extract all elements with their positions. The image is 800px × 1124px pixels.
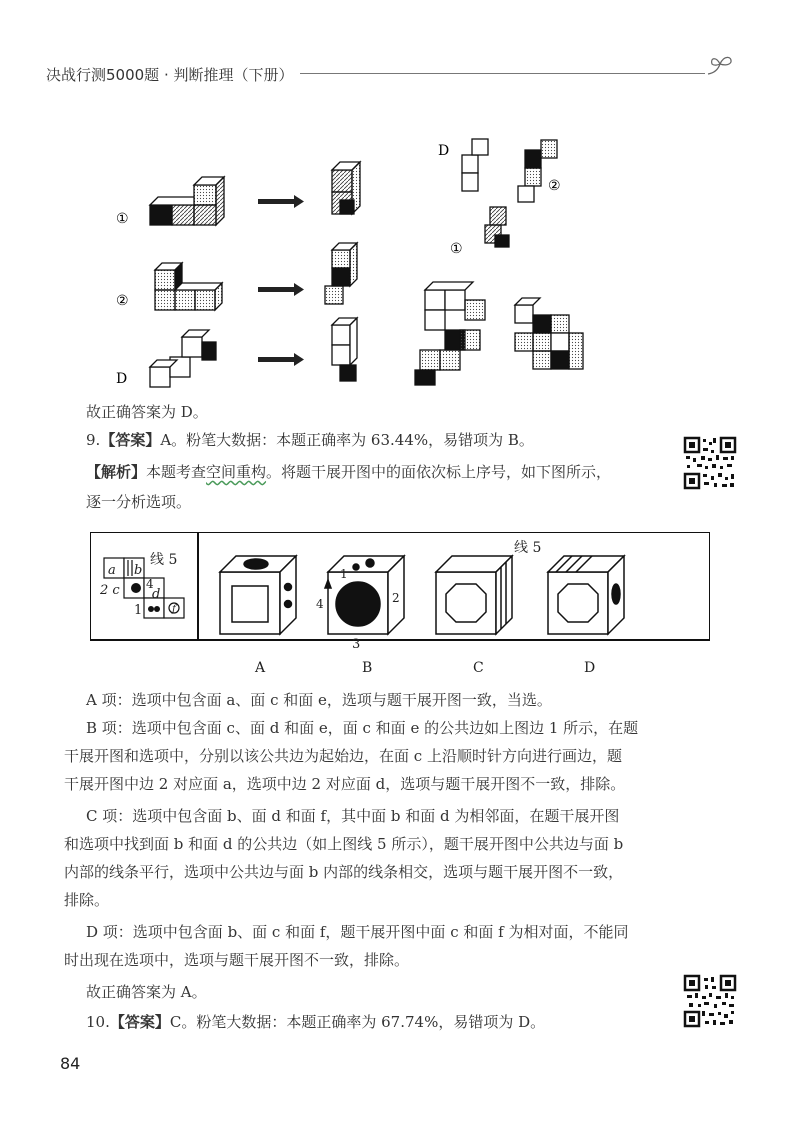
shape-d-cluster — [462, 139, 557, 247]
shape-row1-left — [150, 177, 224, 225]
cube-net-figure — [90, 532, 710, 682]
qr-code-icon[interactable] — [683, 436, 737, 490]
net-face-c-dot — [131, 583, 141, 593]
sprout-icon — [704, 52, 738, 82]
option-c-label-line5: 线 5 — [514, 540, 542, 556]
option-b-label-2: 2 — [392, 591, 400, 605]
option-letter-b: B — [362, 660, 373, 676]
page-number: 84 — [60, 1054, 81, 1073]
q9-number: 9. — [86, 431, 101, 449]
option-b-text-3: 干展开图中边 2 对应面 a，选项中边 2 对应面 d，选项与题干展开图不一致，排除。 — [64, 775, 626, 793]
arrow-row1 — [258, 195, 304, 208]
diagram-label-circle1: ① — [116, 211, 129, 227]
arrow-row2 — [258, 283, 304, 296]
option-letter-d: D — [584, 660, 596, 676]
diagram-label-circle2: ② — [116, 293, 129, 309]
net-label-f: f — [172, 604, 176, 615]
analysis-line-2: 逐一分析选项。 — [86, 493, 192, 511]
option-d-cube — [548, 556, 624, 634]
option-c-text-2: 和选项中找到面 b 和面 d 的公共边（如上图线 5 所示），题干展开图中公共边与面 b — [64, 835, 624, 853]
option-letter-a: A — [255, 660, 266, 676]
net-label-4: 4 — [146, 577, 154, 591]
shape-row3-right — [332, 318, 357, 381]
q10-answer-line — [86, 1008, 545, 1036]
option-a-text: A 项：选项中包含面 a、面 c 和面 e，选项与题干展开图一致，当选。 — [86, 691, 552, 709]
header-rule — [300, 73, 705, 74]
option-c-text-1: C 项：选项中包含面 b、面 d 和面 f，其中面 b 和面 d 为相邻面，在题干展开图 — [86, 807, 620, 825]
q10-answer-label: 【答案】 — [109, 1013, 170, 1031]
shape-big-cluster-right — [515, 298, 583, 369]
option-c-cube — [436, 556, 512, 634]
analysis-text-b: 。将题干展开图中的面依次标上序号，如下图所示， — [266, 463, 612, 481]
shape-row2-left — [155, 263, 222, 310]
net-label-c: 2 c — [100, 583, 120, 598]
diagram-label-circle1-right: ① — [450, 241, 463, 257]
q9-answer-line — [86, 426, 534, 454]
option-b-text-1: B 项：选项中包含面 c、面 d 和面 e，面 c 和面 e 的公共边如上图边 1 所示，在题 — [86, 719, 639, 737]
qr-code-icon-2[interactable] — [683, 974, 737, 1028]
option-b-text-2: 干展开图和选项中，分别以该公共边为起始边，在面 c 上沿顺时针方向进行画边，题 — [64, 747, 622, 765]
option-letter-c: C — [473, 660, 484, 676]
option-b-label-1: 1 — [340, 567, 348, 581]
q9-answer-text: A。粉笔大数据：本题正确率为 63.44%，易错项为 B。 — [160, 431, 534, 449]
option-b-label-4: 4 — [316, 597, 324, 611]
arrow-row3 — [258, 353, 304, 366]
net-label-b: b — [134, 563, 143, 578]
analysis-label: 【解析】 — [86, 463, 147, 481]
option-b-label-3: 3 — [352, 637, 361, 652]
analysis-line-1 — [86, 458, 611, 486]
shape-big-cluster-left — [415, 282, 485, 385]
shape-row2-right — [325, 243, 357, 304]
option-d-text-1: D 项：选项中包含面 b、面 c 和面 f，题干展开图中面 c 和面 f 为相对面，不能同 — [86, 923, 629, 941]
analysis-text-keyword: 空间重构 — [206, 463, 267, 481]
running-header-title: 决战行测5000题 · 判断推理（下册） — [46, 66, 294, 84]
net-label-a: a — [108, 563, 116, 578]
conclusion-line-1: 故正确答案为 D。 — [86, 403, 208, 421]
diagram-label-d-right: D — [438, 143, 450, 159]
net-label-line5: 线 5 — [150, 552, 178, 568]
option-c-text-3: 内部的线条平行，选项中公共边与面 b 内部的线条相交，选项与题干展开图不一致， — [64, 863, 624, 881]
q10-answer-text: C。粉笔大数据：本题正确率为 67.74%，易错项为 D。 — [169, 1013, 546, 1031]
option-c-text-4: 排除。 — [64, 891, 110, 909]
diagram-label-d: D — [116, 371, 128, 387]
net-label-d: d — [152, 587, 161, 602]
option-d-text-2: 时出现在选项中，选项与题干展开图不一致，排除。 — [64, 951, 410, 969]
conclusion-line-2: 故正确答案为 A。 — [86, 983, 207, 1001]
shape-row1-right — [332, 162, 360, 214]
diagram-label-circle2-right: ② — [548, 178, 561, 194]
q10-number: 10. — [86, 1013, 110, 1031]
analysis-text-a: 本题考查 — [146, 463, 207, 481]
net-label-1: 1 — [134, 603, 143, 618]
shape-row3-left — [150, 330, 216, 387]
cube-decomposition-diagram — [100, 125, 620, 395]
option-a-cube — [220, 556, 296, 634]
q9-answer-label: 【答案】 — [100, 431, 161, 449]
